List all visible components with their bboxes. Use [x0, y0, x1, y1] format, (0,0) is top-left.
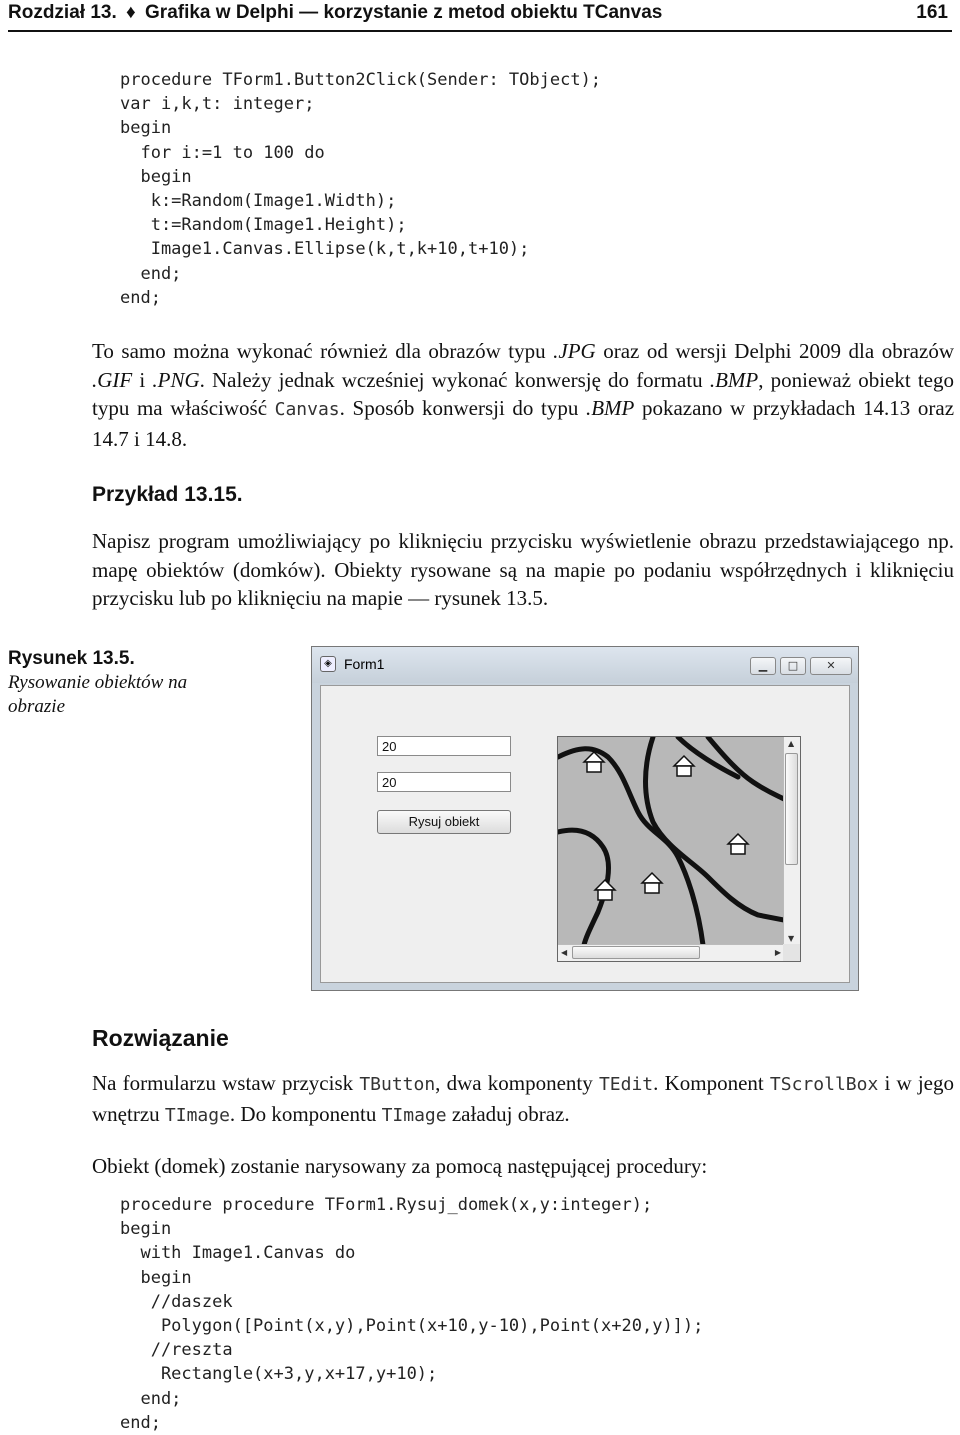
minimize-button[interactable]: ▁ — [750, 657, 776, 675]
code-block-button-click: procedure TForm1.Button2Click(Sender: TObject); var i,k,t: integer; begin for i:=1 to 100 do begin k:=Random(Image1.Width); t:=Random(Image1.Height); Image1.Canvas.Ellipse(k,t,k+10,t+10); end; end; — [120, 70, 602, 308]
diamond-icon: ♦ — [126, 2, 136, 23]
figure-label: Rysunek 13.5. — [8, 648, 135, 669]
horizontal-scrollbar[interactable] — [558, 944, 784, 961]
window-titlebar[interactable] — [312, 647, 858, 683]
scroll-box[interactable] — [557, 736, 801, 962]
scroll-right-icon[interactable]: ▶ — [774, 948, 781, 957]
app-icon: ◈ — [320, 656, 336, 672]
figure-description: Rysowanie obiektów na obrazie — [8, 672, 188, 717]
window-title: Form1 — [344, 656, 385, 672]
example-heading: Przykład 13.15. — [92, 483, 243, 506]
paragraph-procedure-intro: Obiekt (domek) zostanie narysowany za pomocą następującej procedury: — [92, 1154, 708, 1178]
draw-object-button[interactable]: Rysuj obiekt — [377, 810, 511, 834]
scroll-up-icon[interactable]: ▲ — [788, 739, 795, 748]
scroll-corner — [783, 944, 800, 961]
chapter-label: Rozdział 13. — [8, 2, 117, 23]
maximize-button[interactable]: □ — [780, 657, 806, 675]
figure-caption — [8, 647, 208, 719]
form-window — [311, 646, 859, 991]
scroll-down-icon[interactable]: ▼ — [788, 934, 795, 943]
vertical-scrollbar[interactable] — [783, 737, 800, 945]
scroll-left-icon[interactable]: ◀ — [561, 948, 568, 957]
paragraph-conversion: To samo można wykonać również dla obrazów typu .JPG oraz od wersji Delphi 2009 dla obrazów .GIF i .PNG. Należy jednak wcześniej wykonać konwersję do formatu .BMP, ponieważ obiekt tego typu ma właściwość Canvas. Sposób konwersji do typu .BMP pokazano w przykładach 14.13 oraz 14.7 i 14.8. — [92, 339, 955, 451]
vertical-scroll-thumb[interactable] — [785, 753, 798, 865]
horizontal-scroll-thumb[interactable] — [572, 946, 700, 959]
page-number: 161 — [916, 2, 948, 23]
solution-heading: Rozwiązanie — [92, 1025, 229, 1051]
header-divider — [8, 30, 952, 32]
edit-y-field[interactable]: 20 — [377, 772, 511, 792]
header-title — [8, 2, 662, 24]
chapter-title: Grafika w Delphi — korzystanie z metod obiektu TCanvas — [145, 2, 663, 23]
map-image[interactable] — [558, 737, 784, 945]
form-client-area — [320, 685, 850, 983]
code-block-draw-house: procedure procedure TForm1.Rysuj_domek(x,y:integer); begin with Image1.Canvas do begin //daszek Polygon([Point(x,y),Point(x+10,y-10),Point(x+20,y)]); //reszta Rectangle(x+3,y,x+17,y+10); end; end; — [120, 1195, 704, 1433]
page-header — [8, 0, 952, 26]
paragraph-task: Napisz program umożliwiający po kliknięciu przycisku wyświetlenie obrazu przedstawiającego np. mapę obiektów (domków). Obiekty rysowane są na mapie po podaniu współrzędnych i kliknięciu przycisku lub po kliknięciu na mapie — rysunek 13.5. — [92, 529, 954, 610]
paragraph-components: Na formularzu wstaw przycisk TButton, dwa komponenty TEdit. Komponent TScrollBox i w jego wnętrzu TImage. Do komponentu TImage załaduj obraz. — [92, 1071, 955, 1126]
close-button[interactable]: ✕ — [810, 657, 852, 675]
edit-x-field[interactable]: 20 — [377, 736, 511, 756]
